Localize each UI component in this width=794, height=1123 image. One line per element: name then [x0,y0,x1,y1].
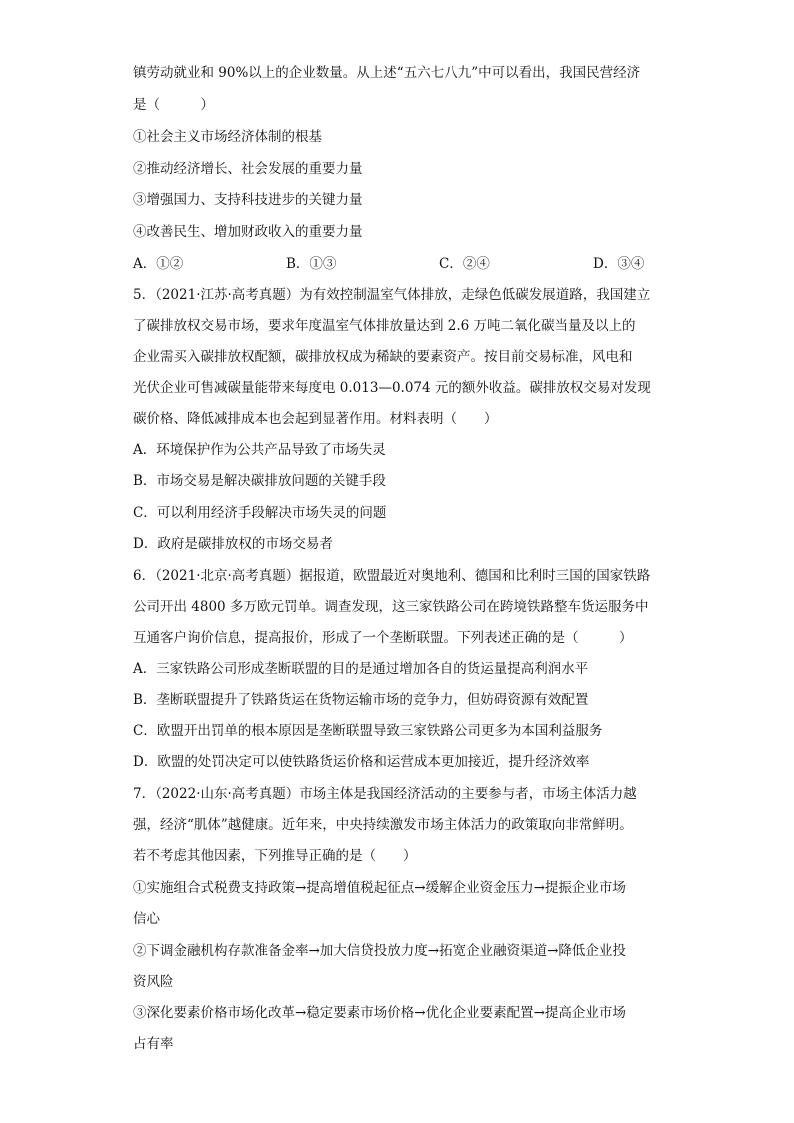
q6-option-b: B．垄断联盟提升了铁路货运在货物运输市场的竞争力，但妨碍资源有效配置 [133,692,589,708]
statement-1: ①社会主义市场经济体制的根基 [133,129,322,145]
q7-stem-line: 强，经济“肌体”越健康。近年来，中央持续激发市场主体活力的政策取向非常鲜明。 [133,817,633,833]
option-b: B．①③ [286,256,337,272]
q6-stem-line: 6．（2021·北京·高考真题）据报道，欧盟最近对奥地利、德国和比利时三国的国家铁路 [133,568,651,584]
q7-chain-line: ①实施组合式税费支持政策→提高增值税起征点→缓解企业资金压力→提振企业市场 [133,880,626,896]
statement-3: ③增强国力、支持科技进步的关键力量 [133,192,363,208]
q7-chain-line: ②下调金融机构存款准备金率→加大信贷投放力度→拓宽企业融资渠道→降低企业投 [133,943,626,959]
option-d: D．③④ [593,256,645,272]
intro-text-line: 镇劳动就业和 90%以上的企业数量。从上述“五六七八九”中可以看出，我国民营经济 [133,65,641,81]
q5-option-d: D．政府是碳排放权的市场交易者 [133,536,333,552]
q6-option-a: A．三家铁路公司形成垄断联盟的目的是通过增加各自的货运量提高利润水平 [133,661,589,677]
q6-option-d: D．欧盟的处罚决定可以使铁路货运价格和运营成本更加接近，提升经济效率 [133,754,590,770]
q6-option-c: C．欧盟开出罚单的根本原因是垄断联盟导致三家铁路公司更多为本国利益服务 [133,723,603,739]
q5-option-c: C．可以利用经济手段解决市场失灵的问题 [133,505,387,521]
q6-stem-line: 互通客户询价信息，提高报价，形成了一个垄断联盟。下列表述正确的是（ ） [133,630,633,646]
q5-stem-line: 5．（2021·江苏·高考真题）为有效控制温室气体排放，走绿色低碳发展道路，我国建立 [133,287,651,303]
q5-option-a: A．环境保护作为公共产品导致了市场失灵 [133,442,386,458]
q7-stem-line: 若不考虑其他因素，下列推导正确的是（ ） [133,848,417,864]
statement-2: ②推动经济增长、社会发展的重要力量 [133,161,363,177]
q5-stem-line: 了碳排放权交易市场，要求年度温室气体排放量达到 2.6 万吨二氧化碳当量及以上的 [133,318,636,334]
q7-chain-line: 信心 [133,911,160,927]
statement-4: ④改善民生、增加财政收入的重要力量 [133,224,363,240]
intro-options-row [133,254,693,274]
q7-chain-line: ③深化要素价格市场化改革→稳定要素市场价格→优化企业要素配置→提高企业市场 [133,1005,626,1021]
option-a: A．①② [133,256,184,272]
q7-stem-line: 7．（2022·山东·高考真题）市场主体是我国经济活动的主要参与者，市场主体活力越 [133,786,637,802]
intro-question-stem: 是（ ） [133,97,214,113]
q6-stem-line: 公司开出 4800 多万欧元罚单。调查发现，这三家铁路公司在跨境铁路整车货运服务中 [133,599,649,615]
q7-chain-line: 占有率 [133,1036,174,1052]
q7-chain-line: 资风险 [133,974,174,990]
q5-option-b: B．市场交易是解决碳排放问题的关键手段 [133,473,386,489]
q5-stem-line: 碳价格、降低减排成本也会起到显著作用。材料表明（ ） [133,411,498,427]
q5-stem-line: 光伏企业可售减碳量能带来每度电 0.013—0.074 元的额外收益。碳排放权交易对发现 [133,380,651,396]
option-c: C．②④ [439,256,490,272]
q5-stem-line: 企业需买入碳排放权配额，碳排放权成为稀缺的要素资产。按目前交易标准，风电和 [133,349,633,365]
